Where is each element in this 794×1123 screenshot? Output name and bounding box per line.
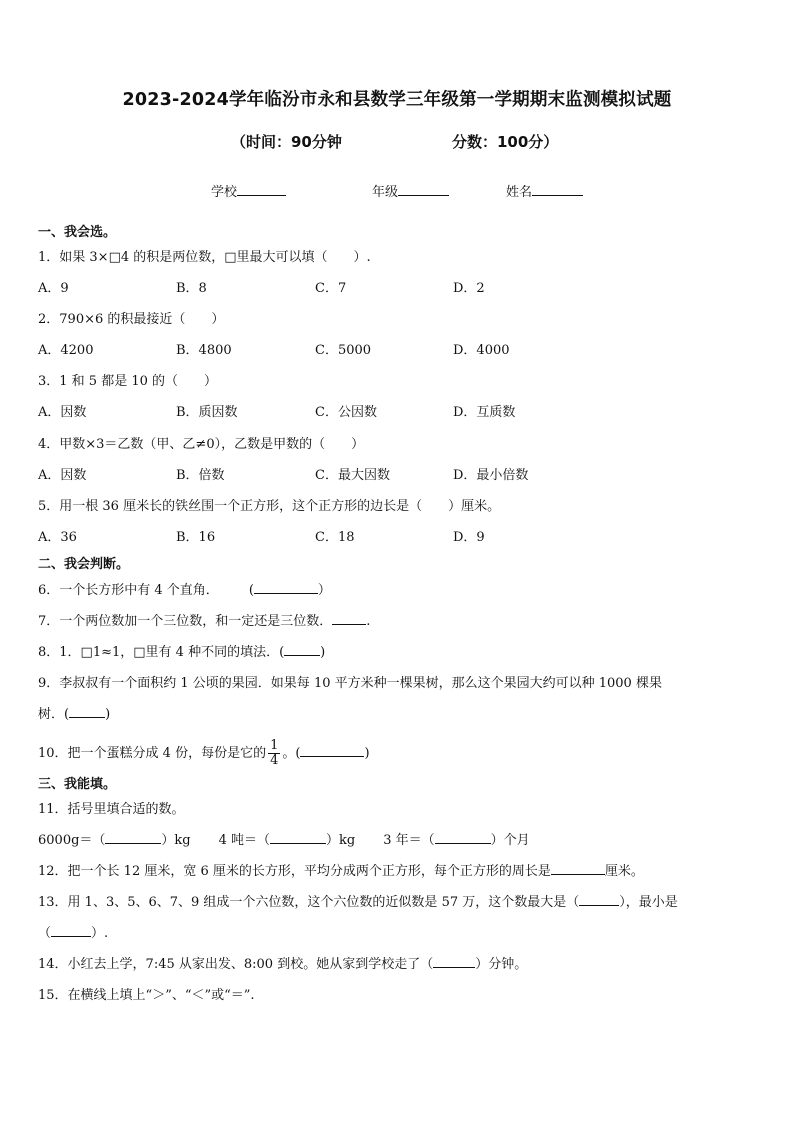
- question-11: 11．括号里填合适的数。: [38, 802, 185, 817]
- question-13-line-1: [38, 894, 678, 912]
- q6-text: 6．一个长方形中有 4 个直角．: [38, 583, 219, 598]
- question-6: 6．一个长方形中有 4 个直角． ( ）: [38, 583, 331, 598]
- question-11-blanks: [38, 832, 530, 850]
- q9-text: 树．(: [38, 707, 70, 722]
- q4-option-a[interactable]: A．因数: [38, 468, 87, 483]
- school-blank[interactable]: [237, 195, 286, 196]
- q11-blank-2[interactable]: [270, 843, 326, 844]
- section-heading-3: 三、我能填。: [38, 777, 117, 792]
- q14-answer-blank[interactable]: [433, 967, 475, 968]
- q11-unit-1: ）kg: [161, 833, 191, 848]
- q13-open: （: [38, 926, 52, 941]
- section-heading-1: 一、我会选。: [38, 225, 117, 240]
- q1-option-b[interactable]: B．8: [176, 281, 207, 296]
- q1-option-a[interactable]: A．9: [38, 281, 69, 296]
- question-13-line-2: [38, 925, 108, 943]
- q6-answer-blank[interactable]: [254, 593, 318, 594]
- q3-option-b[interactable]: B．质因数: [176, 405, 238, 420]
- question-4: 4．甲数×3＝乙数（甲、乙≠0），乙数是甲数的（ ）: [38, 437, 365, 452]
- q11-blank-3[interactable]: [435, 843, 491, 844]
- q13-blank-max[interactable]: [579, 905, 619, 906]
- q3-option-d[interactable]: D．互质数: [453, 405, 516, 420]
- question-14: [38, 956, 527, 974]
- exam-title: 2023-2024学年临汾市永和县数学三年级第一学期期末监测模拟试题: [122, 90, 672, 110]
- q13-blank-min[interactable]: [51, 936, 91, 937]
- q2-option-a[interactable]: A．4200: [38, 343, 94, 358]
- q4-option-b[interactable]: B．倍数: [176, 468, 225, 483]
- q6-tail: ）: [317, 583, 331, 598]
- question-15: 15．在横线上填上“＞”、“＜”或“＝”.: [38, 988, 255, 1003]
- q4-option-d[interactable]: D．最小倍数: [453, 468, 529, 483]
- q10-tail: ): [364, 746, 370, 761]
- q2-option-b[interactable]: B．4800: [176, 343, 232, 358]
- question-2: 2．790×6 的积最接近（ ）: [38, 312, 225, 327]
- q11-unit-3: ）个月: [490, 833, 530, 848]
- question-9-line-1: 9．李叔叔有一个面积约 1 公顷的果园．如果每 10 平方米种一棵果树，那么这个果园大约可以种 1000 棵果: [38, 676, 662, 691]
- fraction-denominator: 4: [270, 753, 279, 768]
- q11-part-2: 4 吨＝（: [218, 833, 271, 848]
- q11-part-3: 3 年＝（: [383, 833, 435, 848]
- name-label: 姓名: [506, 185, 533, 200]
- q13-mid: ），最小是: [619, 895, 678, 910]
- q2-option-c[interactable]: C．5000: [315, 343, 372, 358]
- q14-tail: ）分钟。: [475, 957, 528, 972]
- question-3: 3．1 和 5 都是 10 的（ ）: [38, 374, 218, 389]
- question-9-line-2: [38, 706, 110, 724]
- fraction-numerator: 1: [270, 738, 279, 753]
- q4-option-c[interactable]: C．最大因数: [315, 468, 390, 483]
- grade-field: [372, 181, 449, 200]
- q2-option-d[interactable]: D．4000: [453, 343, 510, 358]
- q1-option-c[interactable]: C．7: [315, 281, 347, 296]
- name-field: [506, 181, 583, 200]
- q11-blank-1[interactable]: [105, 843, 161, 844]
- section-heading-2: 二、我会判断。: [38, 557, 130, 572]
- q7-text: 7．一个两位数加一个三位数，和一定还是三位数．: [38, 614, 333, 629]
- q13-text: 13．用 1、3、5、6、7、9 组成一个六位数，这个六位数的近似数是 57 万，这个数最大是（: [38, 895, 580, 910]
- grade-label: 年级: [372, 185, 399, 200]
- q7-tail: .: [366, 614, 371, 629]
- exam-time: （时间：90分钟: [231, 133, 342, 151]
- q9-answer-blank[interactable]: [69, 717, 105, 718]
- q11-unit-2: ）kg: [326, 833, 356, 848]
- question-12: [38, 863, 644, 881]
- q10-fraction: [268, 739, 280, 768]
- q9-tail: ): [105, 707, 111, 722]
- q11-part-1: 6000g＝（: [38, 833, 106, 848]
- q8-answer-blank[interactable]: [284, 655, 320, 656]
- q7-answer-blank[interactable]: [332, 624, 366, 625]
- q10-answer-blank[interactable]: [300, 756, 364, 757]
- q5-option-c[interactable]: C．18: [315, 530, 355, 545]
- q10-text: 10．把一个蛋糕分成 4 份，每份是它的: [38, 746, 267, 761]
- question-10: [38, 735, 370, 773]
- q13-tail: ）.: [91, 926, 109, 941]
- q3-option-c[interactable]: C．公因数: [315, 405, 377, 420]
- school-label: 学校: [211, 185, 238, 200]
- q12-tail: 厘米。: [604, 864, 644, 879]
- q8-tail: ): [320, 645, 326, 660]
- q5-option-d[interactable]: D．9: [453, 530, 485, 545]
- question-1: 1．如果 3×□4 的积是两位数，□里最大可以填（ ）.: [38, 250, 371, 265]
- question-7: [38, 613, 370, 631]
- exam-score: 分数：100分）: [452, 133, 559, 151]
- q3-option-a[interactable]: A．因数: [38, 405, 87, 420]
- grade-blank[interactable]: [398, 195, 449, 196]
- name-blank[interactable]: [532, 195, 583, 196]
- q10-open: 。(: [282, 746, 301, 761]
- q12-answer-blank[interactable]: [551, 874, 605, 875]
- q8-text: 8．1．□1≈1，□里有 4 种不同的填法．(: [38, 645, 285, 660]
- q12-text: 12．把一个长 12 厘米，宽 6 厘米的长方形，平均分成两个正方形，每个正方形的周长是: [38, 864, 551, 879]
- q14-text: 14．小红去上学，7:45 从家出发、8:00 到校。她从家到学校走了（: [38, 957, 434, 972]
- school-field: [211, 181, 286, 200]
- q5-option-a[interactable]: A．36: [38, 530, 77, 545]
- q1-option-d[interactable]: D．2: [453, 281, 485, 296]
- question-8: [38, 644, 325, 662]
- q5-option-b[interactable]: B．16: [176, 530, 216, 545]
- question-5: 5．用一根 36 厘米长的铁丝围一个正方形，这个正方形的边长是（ ）厘米。: [38, 499, 501, 514]
